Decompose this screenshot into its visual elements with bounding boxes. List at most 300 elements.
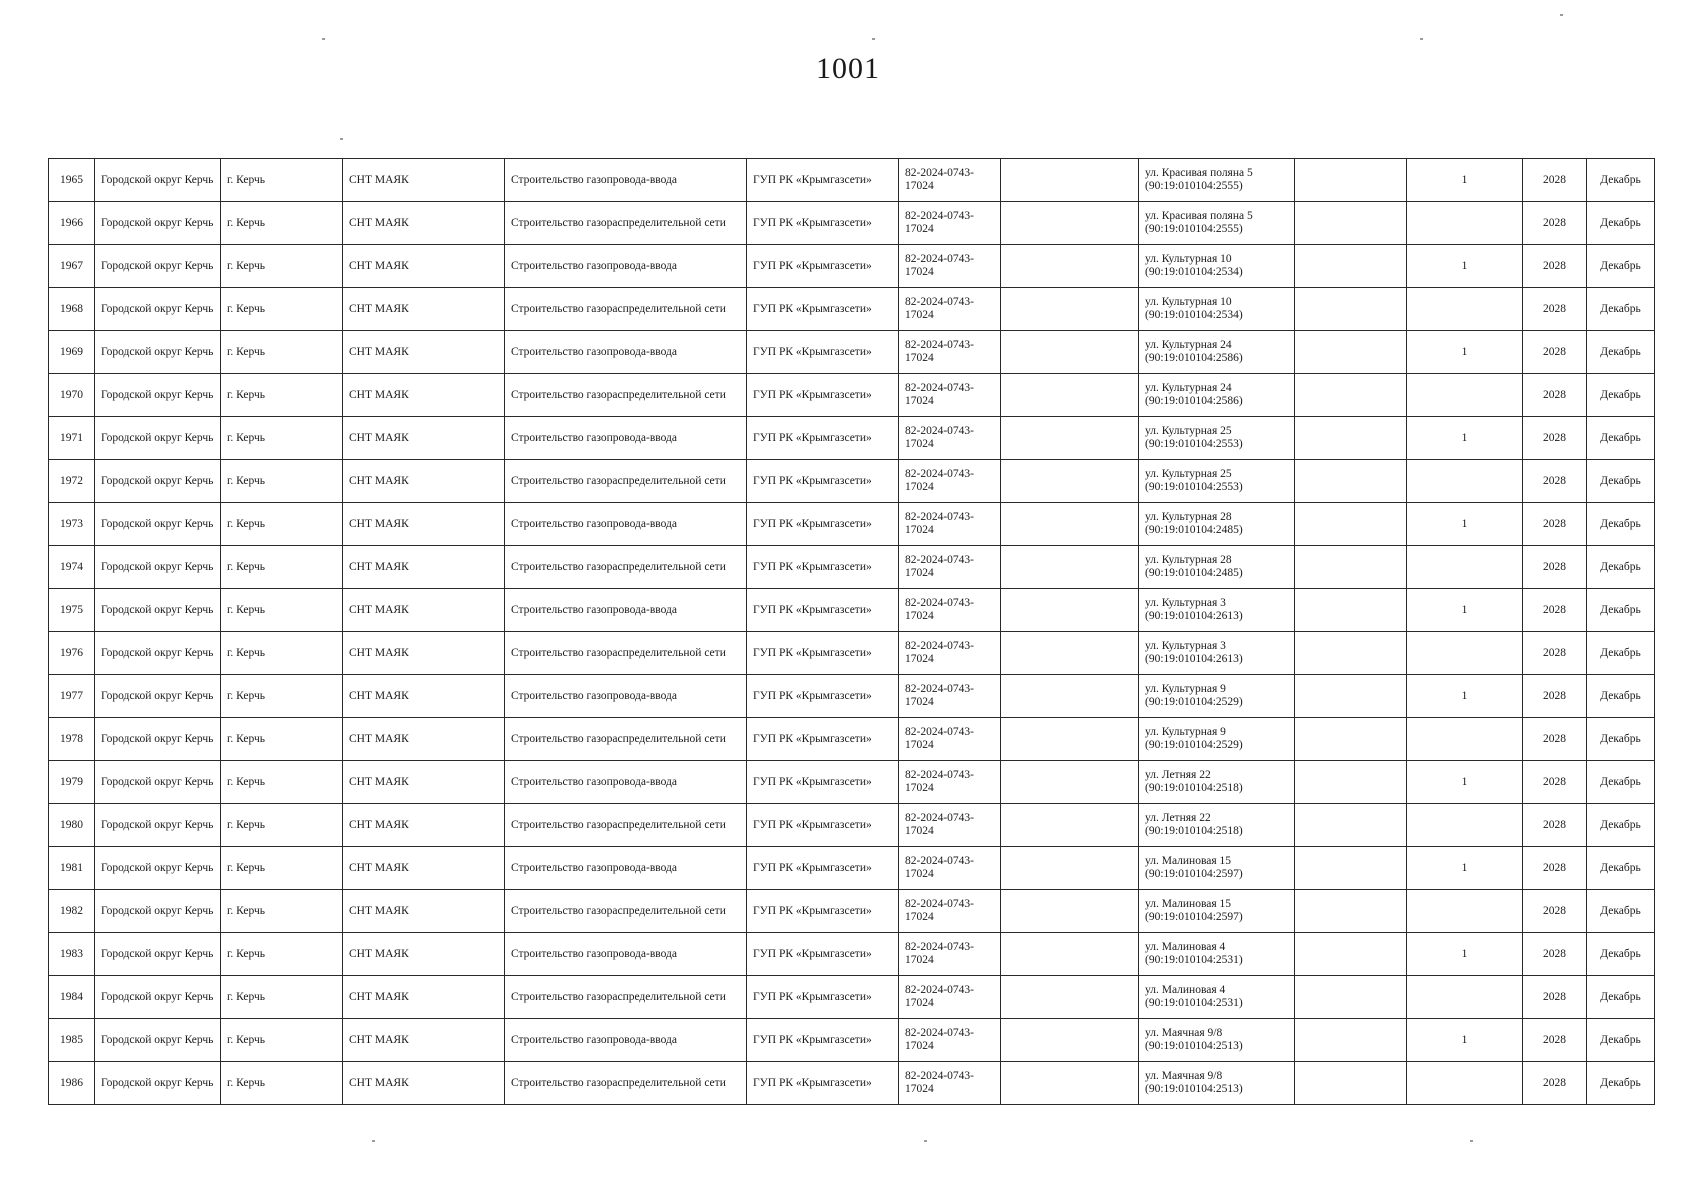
- work-type-cell: Строительство газопровода-ввода: [505, 761, 747, 804]
- month-cell: Декабрь: [1587, 761, 1655, 804]
- count-cell: [1407, 288, 1523, 331]
- month-cell: Декабрь: [1587, 675, 1655, 718]
- count-cell: 1: [1407, 159, 1523, 202]
- table-row: [49, 761, 1655, 804]
- row-number: 1971: [49, 417, 95, 460]
- city-cell: г. Керчь: [221, 1019, 343, 1062]
- city-cell: г. Керчь: [221, 976, 343, 1019]
- scan-speck: [1470, 1140, 1473, 1142]
- district-cell: Городской округ Керчь: [95, 245, 221, 288]
- count-cell: 1: [1407, 331, 1523, 374]
- month-cell: Декабрь: [1587, 1019, 1655, 1062]
- organization-cell: ГУП РК «Крымгазсети»: [747, 675, 899, 718]
- city-cell: г. Керчь: [221, 890, 343, 933]
- count-cell: 1: [1407, 245, 1523, 288]
- address-cell: ул. Малиновая 4 (90:19:010104:2531): [1139, 933, 1295, 976]
- row-number: 1980: [49, 804, 95, 847]
- district-cell: Городской округ Керчь: [95, 1062, 221, 1105]
- year-cell: 2028: [1523, 589, 1587, 632]
- empty-cell: [1295, 976, 1407, 1019]
- table-row: [49, 589, 1655, 632]
- organization-cell: ГУП РК «Крымгазсети»: [747, 1062, 899, 1105]
- registry-number-cell: 82-2024-0743-17024: [899, 460, 1001, 503]
- table-row: [49, 1019, 1655, 1062]
- address-cell: ул. Культурная 3 (90:19:010104:2613): [1139, 589, 1295, 632]
- empty-cell: [1295, 847, 1407, 890]
- city-cell: г. Керчь: [221, 288, 343, 331]
- month-cell: Декабрь: [1587, 245, 1655, 288]
- work-type-cell: Строительство газораспределительной сети: [505, 288, 747, 331]
- registry-number-cell: 82-2024-0743-17024: [899, 159, 1001, 202]
- address-cell: ул. Культурная 9 (90:19:010104:2529): [1139, 718, 1295, 761]
- empty-cell: [1001, 632, 1139, 675]
- empty-cell: [1295, 202, 1407, 245]
- registry-number-cell: 82-2024-0743-17024: [899, 847, 1001, 890]
- settlement-cell: СНТ МАЯК: [343, 417, 505, 460]
- work-type-cell: Строительство газопровода-ввода: [505, 245, 747, 288]
- table-row: [49, 374, 1655, 417]
- year-cell: 2028: [1523, 202, 1587, 245]
- table-row: [49, 933, 1655, 976]
- district-cell: Городской округ Керчь: [95, 933, 221, 976]
- address-cell: ул. Летняя 22 (90:19:010104:2518): [1139, 804, 1295, 847]
- city-cell: г. Керчь: [221, 675, 343, 718]
- district-cell: Городской округ Керчь: [95, 632, 221, 675]
- empty-cell: [1295, 288, 1407, 331]
- month-cell: Декабрь: [1587, 546, 1655, 589]
- row-number: 1965: [49, 159, 95, 202]
- organization-cell: ГУП РК «Крымгазсети»: [747, 460, 899, 503]
- year-cell: 2028: [1523, 847, 1587, 890]
- row-number: 1979: [49, 761, 95, 804]
- month-cell: Декабрь: [1587, 331, 1655, 374]
- month-cell: Декабрь: [1587, 890, 1655, 933]
- table-row: [49, 632, 1655, 675]
- district-cell: Городской округ Керчь: [95, 202, 221, 245]
- registry-number-cell: 82-2024-0743-17024: [899, 890, 1001, 933]
- year-cell: 2028: [1523, 890, 1587, 933]
- empty-cell: [1295, 632, 1407, 675]
- empty-cell: [1001, 546, 1139, 589]
- address-cell: ул. Культурная 10 (90:19:010104:2534): [1139, 288, 1295, 331]
- settlement-cell: СНТ МАЯК: [343, 460, 505, 503]
- registry-number-cell: 82-2024-0743-17024: [899, 374, 1001, 417]
- count-cell: 1: [1407, 417, 1523, 460]
- organization-cell: ГУП РК «Крымгазсети»: [747, 761, 899, 804]
- count-cell: 1: [1407, 933, 1523, 976]
- address-cell: ул. Культурная 24 (90:19:010104:2586): [1139, 374, 1295, 417]
- organization-cell: ГУП РК «Крымгазсети»: [747, 718, 899, 761]
- work-type-cell: Строительство газопровода-ввода: [505, 159, 747, 202]
- empty-cell: [1295, 933, 1407, 976]
- work-type-cell: Строительство газораспределительной сети: [505, 890, 747, 933]
- empty-cell: [1001, 1062, 1139, 1105]
- count-cell: 1: [1407, 589, 1523, 632]
- city-cell: г. Керчь: [221, 546, 343, 589]
- registry-number-cell: 82-2024-0743-17024: [899, 589, 1001, 632]
- empty-cell: [1001, 417, 1139, 460]
- empty-cell: [1295, 675, 1407, 718]
- count-cell: [1407, 718, 1523, 761]
- count-cell: [1407, 374, 1523, 417]
- page-number: 1001: [816, 52, 880, 85]
- city-cell: г. Керчь: [221, 331, 343, 374]
- organization-cell: ГУП РК «Крымгазсети»: [747, 546, 899, 589]
- registry-number-cell: 82-2024-0743-17024: [899, 675, 1001, 718]
- count-cell: [1407, 632, 1523, 675]
- city-cell: г. Керчь: [221, 417, 343, 460]
- table-row: [49, 245, 1655, 288]
- organization-cell: ГУП РК «Крымгазсети»: [747, 933, 899, 976]
- work-type-cell: Строительство газопровода-ввода: [505, 589, 747, 632]
- organization-cell: ГУП РК «Крымгазсети»: [747, 202, 899, 245]
- empty-cell: [1001, 847, 1139, 890]
- count-cell: [1407, 976, 1523, 1019]
- district-cell: Городской округ Керчь: [95, 1019, 221, 1062]
- work-type-cell: Строительство газораспределительной сети: [505, 374, 747, 417]
- district-cell: Городской округ Керчь: [95, 159, 221, 202]
- table-row: [49, 804, 1655, 847]
- row-number: 1974: [49, 546, 95, 589]
- address-cell: ул. Малиновая 15 (90:19:010104:2597): [1139, 847, 1295, 890]
- settlement-cell: СНТ МАЯК: [343, 761, 505, 804]
- work-type-cell: Строительство газопровода-ввода: [505, 1019, 747, 1062]
- empty-cell: [1295, 417, 1407, 460]
- row-number: 1984: [49, 976, 95, 1019]
- address-cell: ул. Маячная 9/8 (90:19:010104:2513): [1139, 1062, 1295, 1105]
- month-cell: Декабрь: [1587, 1062, 1655, 1105]
- empty-cell: [1001, 761, 1139, 804]
- city-cell: г. Керчь: [221, 1062, 343, 1105]
- district-cell: Городской округ Керчь: [95, 288, 221, 331]
- month-cell: Декабрь: [1587, 718, 1655, 761]
- empty-cell: [1001, 288, 1139, 331]
- organization-cell: ГУП РК «Крымгазсети»: [747, 804, 899, 847]
- empty-cell: [1001, 718, 1139, 761]
- table-row: [49, 159, 1655, 202]
- organization-cell: ГУП РК «Крымгазсети»: [747, 331, 899, 374]
- settlement-cell: СНТ МАЯК: [343, 847, 505, 890]
- settlement-cell: СНТ МАЯК: [343, 503, 505, 546]
- organization-cell: ГУП РК «Крымгазсети»: [747, 1019, 899, 1062]
- count-cell: [1407, 546, 1523, 589]
- year-cell: 2028: [1523, 503, 1587, 546]
- district-cell: Городской округ Керчь: [95, 374, 221, 417]
- year-cell: 2028: [1523, 159, 1587, 202]
- empty-cell: [1295, 718, 1407, 761]
- address-cell: ул. Красивая поляна 5 (90:19:010104:2555): [1139, 202, 1295, 245]
- scan-speck: [1560, 14, 1563, 16]
- address-cell: ул. Культурная 28 (90:19:010104:2485): [1139, 503, 1295, 546]
- work-type-cell: Строительство газопровода-ввода: [505, 417, 747, 460]
- month-cell: Декабрь: [1587, 288, 1655, 331]
- settlement-cell: СНТ МАЯК: [343, 804, 505, 847]
- empty-cell: [1001, 933, 1139, 976]
- registry-number-cell: 82-2024-0743-17024: [899, 546, 1001, 589]
- district-cell: Городской округ Керчь: [95, 890, 221, 933]
- count-cell: [1407, 890, 1523, 933]
- table-row: [49, 460, 1655, 503]
- settlement-cell: СНТ МАЯК: [343, 632, 505, 675]
- city-cell: г. Керчь: [221, 374, 343, 417]
- work-type-cell: Строительство газораспределительной сети: [505, 718, 747, 761]
- row-number: 1972: [49, 460, 95, 503]
- count-cell: 1: [1407, 847, 1523, 890]
- address-cell: ул. Маячная 9/8 (90:19:010104:2513): [1139, 1019, 1295, 1062]
- settlement-cell: СНТ МАЯК: [343, 546, 505, 589]
- month-cell: Декабрь: [1587, 632, 1655, 675]
- row-number: 1985: [49, 1019, 95, 1062]
- registry-number-cell: 82-2024-0743-17024: [899, 288, 1001, 331]
- address-cell: ул. Культурная 3 (90:19:010104:2613): [1139, 632, 1295, 675]
- registry-number-cell: 82-2024-0743-17024: [899, 503, 1001, 546]
- organization-cell: ГУП РК «Крымгазсети»: [747, 589, 899, 632]
- registry-table: [48, 158, 1655, 1105]
- empty-cell: [1001, 374, 1139, 417]
- row-number: 1986: [49, 1062, 95, 1105]
- organization-cell: ГУП РК «Крымгазсети»: [747, 159, 899, 202]
- address-cell: ул. Малиновая 4 (90:19:010104:2531): [1139, 976, 1295, 1019]
- empty-cell: [1001, 503, 1139, 546]
- registry-number-cell: 82-2024-0743-17024: [899, 417, 1001, 460]
- district-cell: Городской округ Керчь: [95, 546, 221, 589]
- work-type-cell: Строительство газопровода-ввода: [505, 503, 747, 546]
- organization-cell: ГУП РК «Крымгазсети»: [747, 890, 899, 933]
- settlement-cell: СНТ МАЯК: [343, 202, 505, 245]
- empty-cell: [1001, 1019, 1139, 1062]
- work-type-cell: Строительство газораспределительной сети: [505, 460, 747, 503]
- work-type-cell: Строительство газопровода-ввода: [505, 331, 747, 374]
- city-cell: г. Керчь: [221, 761, 343, 804]
- empty-cell: [1295, 761, 1407, 804]
- table-row: [49, 288, 1655, 331]
- registry-body: [49, 159, 1655, 1105]
- address-cell: ул. Культурная 10 (90:19:010104:2534): [1139, 245, 1295, 288]
- year-cell: 2028: [1523, 804, 1587, 847]
- city-cell: г. Керчь: [221, 804, 343, 847]
- table-row: [49, 503, 1655, 546]
- year-cell: 2028: [1523, 546, 1587, 589]
- month-cell: Декабрь: [1587, 589, 1655, 632]
- year-cell: 2028: [1523, 1019, 1587, 1062]
- address-cell: ул. Культурная 25 (90:19:010104:2553): [1139, 417, 1295, 460]
- empty-cell: [1295, 503, 1407, 546]
- table-row: [49, 718, 1655, 761]
- city-cell: г. Керчь: [221, 460, 343, 503]
- district-cell: Городской округ Керчь: [95, 331, 221, 374]
- count-cell: [1407, 804, 1523, 847]
- year-cell: 2028: [1523, 675, 1587, 718]
- count-cell: [1407, 460, 1523, 503]
- empty-cell: [1295, 374, 1407, 417]
- city-cell: г. Керчь: [221, 159, 343, 202]
- month-cell: Декабрь: [1587, 503, 1655, 546]
- row-number: 1968: [49, 288, 95, 331]
- scan-speck: [924, 1140, 927, 1142]
- empty-cell: [1295, 245, 1407, 288]
- row-number: 1978: [49, 718, 95, 761]
- city-cell: г. Керчь: [221, 589, 343, 632]
- empty-cell: [1001, 159, 1139, 202]
- scan-speck: [340, 138, 343, 140]
- district-cell: Городской округ Керчь: [95, 804, 221, 847]
- district-cell: Городской округ Керчь: [95, 718, 221, 761]
- empty-cell: [1001, 589, 1139, 632]
- organization-cell: ГУП РК «Крымгазсети»: [747, 503, 899, 546]
- year-cell: 2028: [1523, 460, 1587, 503]
- row-number: 1967: [49, 245, 95, 288]
- month-cell: Декабрь: [1587, 202, 1655, 245]
- district-cell: Городской округ Керчь: [95, 761, 221, 804]
- work-type-cell: Строительство газораспределительной сети: [505, 202, 747, 245]
- organization-cell: ГУП РК «Крымгазсети»: [747, 847, 899, 890]
- settlement-cell: СНТ МАЯК: [343, 890, 505, 933]
- empty-cell: [1295, 460, 1407, 503]
- district-cell: Городской округ Керчь: [95, 503, 221, 546]
- year-cell: 2028: [1523, 976, 1587, 1019]
- address-cell: ул. Культурная 28 (90:19:010104:2485): [1139, 546, 1295, 589]
- registry-number-cell: 82-2024-0743-17024: [899, 632, 1001, 675]
- work-type-cell: Строительство газораспределительной сети: [505, 1062, 747, 1105]
- organization-cell: ГУП РК «Крымгазсети»: [747, 976, 899, 1019]
- year-cell: 2028: [1523, 1062, 1587, 1105]
- table-row: [49, 417, 1655, 460]
- city-cell: г. Керчь: [221, 718, 343, 761]
- city-cell: г. Керчь: [221, 933, 343, 976]
- row-number: 1969: [49, 331, 95, 374]
- city-cell: г. Керчь: [221, 245, 343, 288]
- settlement-cell: СНТ МАЯК: [343, 245, 505, 288]
- month-cell: Декабрь: [1587, 804, 1655, 847]
- district-cell: Городской округ Керчь: [95, 847, 221, 890]
- year-cell: 2028: [1523, 632, 1587, 675]
- settlement-cell: СНТ МАЯК: [343, 374, 505, 417]
- row-number: 1966: [49, 202, 95, 245]
- registry-number-cell: 82-2024-0743-17024: [899, 202, 1001, 245]
- year-cell: 2028: [1523, 417, 1587, 460]
- district-cell: Городской округ Керчь: [95, 675, 221, 718]
- organization-cell: ГУП РК «Крымгазсети»: [747, 632, 899, 675]
- month-cell: Декабрь: [1587, 976, 1655, 1019]
- empty-cell: [1295, 159, 1407, 202]
- empty-cell: [1295, 546, 1407, 589]
- address-cell: ул. Летняя 22 (90:19:010104:2518): [1139, 761, 1295, 804]
- empty-cell: [1001, 331, 1139, 374]
- district-cell: Городской округ Керчь: [95, 417, 221, 460]
- count-cell: [1407, 202, 1523, 245]
- count-cell: 1: [1407, 503, 1523, 546]
- empty-cell: [1001, 460, 1139, 503]
- organization-cell: ГУП РК «Крымгазсети»: [747, 417, 899, 460]
- organization-cell: ГУП РК «Крымгазсети»: [747, 245, 899, 288]
- registry-number-cell: 82-2024-0743-17024: [899, 718, 1001, 761]
- table-row: [49, 976, 1655, 1019]
- settlement-cell: СНТ МАЯК: [343, 331, 505, 374]
- row-number: 1975: [49, 589, 95, 632]
- table-row: [49, 675, 1655, 718]
- work-type-cell: Строительство газопровода-ввода: [505, 675, 747, 718]
- registry-number-cell: 82-2024-0743-17024: [899, 761, 1001, 804]
- work-type-cell: Строительство газопровода-ввода: [505, 847, 747, 890]
- table-row: [49, 546, 1655, 589]
- month-cell: Декабрь: [1587, 374, 1655, 417]
- settlement-cell: СНТ МАЯК: [343, 288, 505, 331]
- registry-number-cell: 82-2024-0743-17024: [899, 804, 1001, 847]
- district-cell: Городской округ Керчь: [95, 589, 221, 632]
- registry-number-cell: 82-2024-0743-17024: [899, 245, 1001, 288]
- month-cell: Декабрь: [1587, 933, 1655, 976]
- row-number: 1983: [49, 933, 95, 976]
- settlement-cell: СНТ МАЯК: [343, 1019, 505, 1062]
- row-number: 1973: [49, 503, 95, 546]
- empty-cell: [1001, 675, 1139, 718]
- address-cell: ул. Культурная 25 (90:19:010104:2553): [1139, 460, 1295, 503]
- work-type-cell: Строительство газораспределительной сети: [505, 546, 747, 589]
- month-cell: Декабрь: [1587, 460, 1655, 503]
- empty-cell: [1295, 1062, 1407, 1105]
- table-row: [49, 890, 1655, 933]
- address-cell: ул. Культурная 24 (90:19:010104:2586): [1139, 331, 1295, 374]
- scan-speck: [322, 38, 325, 40]
- settlement-cell: СНТ МАЯК: [343, 589, 505, 632]
- work-type-cell: Строительство газораспределительной сети: [505, 976, 747, 1019]
- organization-cell: ГУП РК «Крымгазсети»: [747, 288, 899, 331]
- scan-speck: [372, 1140, 375, 1142]
- year-cell: 2028: [1523, 718, 1587, 761]
- row-number: 1976: [49, 632, 95, 675]
- empty-cell: [1001, 976, 1139, 1019]
- address-cell: ул. Малиновая 15 (90:19:010104:2597): [1139, 890, 1295, 933]
- settlement-cell: СНТ МАЯК: [343, 1062, 505, 1105]
- registry-number-cell: 82-2024-0743-17024: [899, 976, 1001, 1019]
- work-type-cell: Строительство газопровода-ввода: [505, 933, 747, 976]
- empty-cell: [1001, 202, 1139, 245]
- row-number: 1970: [49, 374, 95, 417]
- table-row: [49, 847, 1655, 890]
- settlement-cell: СНТ МАЯК: [343, 159, 505, 202]
- row-number: 1981: [49, 847, 95, 890]
- year-cell: 2028: [1523, 374, 1587, 417]
- empty-cell: [1295, 804, 1407, 847]
- city-cell: г. Керчь: [221, 202, 343, 245]
- work-type-cell: Строительство газораспределительной сети: [505, 632, 747, 675]
- empty-cell: [1001, 804, 1139, 847]
- table-row: [49, 202, 1655, 245]
- settlement-cell: СНТ МАЯК: [343, 976, 505, 1019]
- scan-speck: [872, 38, 875, 40]
- empty-cell: [1295, 331, 1407, 374]
- count-cell: 1: [1407, 675, 1523, 718]
- scan-speck: [1420, 38, 1423, 40]
- district-cell: Городской округ Керчь: [95, 976, 221, 1019]
- month-cell: Декабрь: [1587, 417, 1655, 460]
- city-cell: г. Керчь: [221, 632, 343, 675]
- city-cell: г. Керчь: [221, 503, 343, 546]
- registry-number-cell: 82-2024-0743-17024: [899, 933, 1001, 976]
- settlement-cell: СНТ МАЯК: [343, 675, 505, 718]
- year-cell: 2028: [1523, 331, 1587, 374]
- city-cell: г. Керчь: [221, 847, 343, 890]
- empty-cell: [1001, 890, 1139, 933]
- registry-number-cell: 82-2024-0743-17024: [899, 1062, 1001, 1105]
- count-cell: 1: [1407, 761, 1523, 804]
- year-cell: 2028: [1523, 761, 1587, 804]
- table-row: [49, 1062, 1655, 1105]
- row-number: 1982: [49, 890, 95, 933]
- count-cell: [1407, 1062, 1523, 1105]
- registry-number-cell: 82-2024-0743-17024: [899, 331, 1001, 374]
- year-cell: 2028: [1523, 933, 1587, 976]
